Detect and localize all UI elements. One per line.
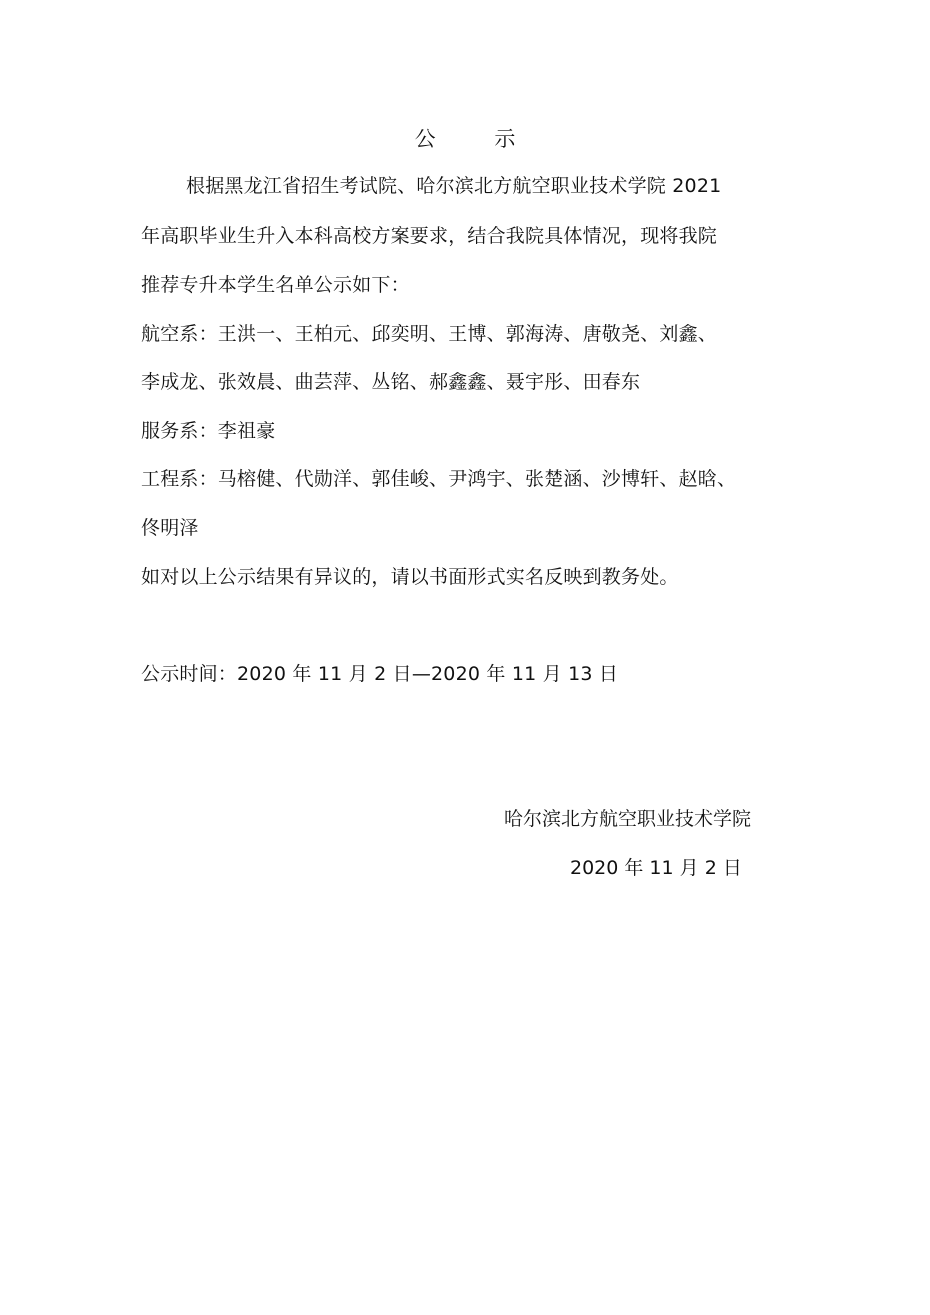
intro-line-3: 推荐专升本学生名单公示如下： (141, 274, 410, 296)
objection-note: 如对以上公示结果有异议的，请以书面形式实名反映到教务处。 (141, 566, 679, 588)
signature-organization: 哈尔滨北方航空职业技术学院 (504, 808, 752, 830)
engineering-dept-line-1: 工程系：马榕健、代勋洋、郭佳峻、尹鸿宇、张楚涵、沙博轩、赵晗、 (141, 468, 737, 490)
announcement-period: 公示时间：2020 年 11 月 2 日—2020 年 11 月 13 日 (141, 663, 619, 685)
intro-line-2: 年高职毕业生升入本科高校方案要求，结合我院具体情况，现将我院 (141, 225, 718, 247)
signature-date: 2020 年 11 月 2 日 (570, 857, 742, 879)
engineering-dept-line-2: 佟明泽 (141, 517, 199, 539)
document-title: 公 示 (414, 127, 542, 151)
intro-line-1: 根据黑龙江省招生考试院、哈尔滨北方航空职业技术学院 2021 (186, 175, 722, 197)
aviation-dept-line-2: 李成龙、张效晨、曲芸萍、丛铭、郝鑫鑫、聂宇彤、田春东 (141, 371, 641, 393)
aviation-dept-line-1: 航空系：王洪一、王柏元、邱奕明、王博、郭海涛、唐敬尧、刘鑫、 (141, 323, 718, 345)
service-dept-line: 服务系：李祖豪 (141, 420, 276, 442)
